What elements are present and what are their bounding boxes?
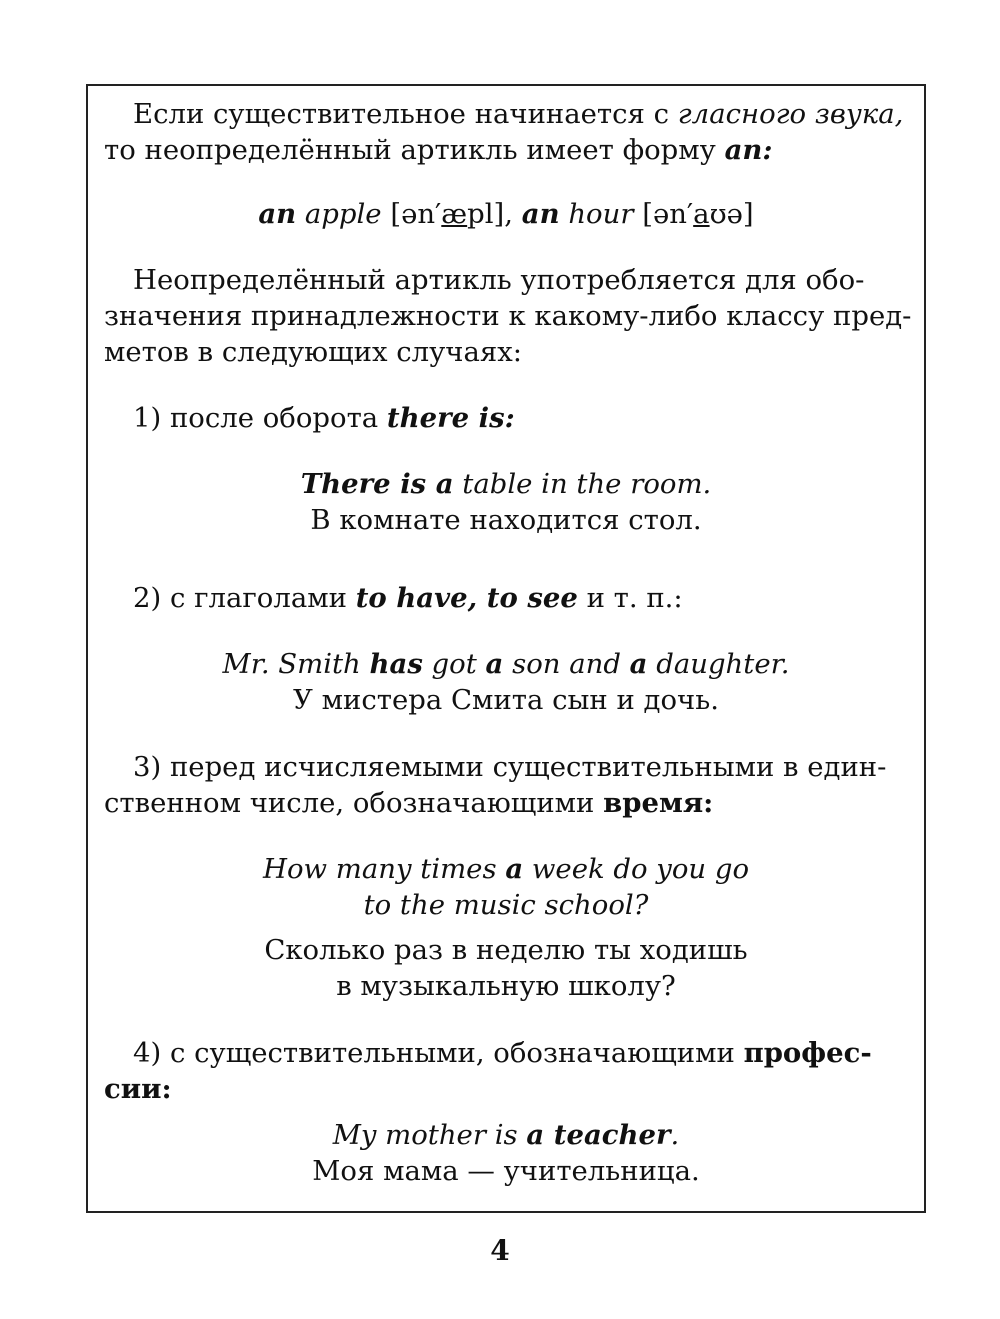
intro-line-2: то неопределённый артикль имеет форму an:	[104, 134, 773, 166]
case1-translation: В комнате находится стол.	[310, 504, 702, 536]
case4-line-1: 4) с существительными, обозначающими профес-	[133, 1037, 872, 1069]
intro-line-1: Если существительное начинается с гласного звука,	[133, 98, 904, 130]
usage-line-2: значения принадлежности к какому-либо классу пред-	[104, 300, 912, 332]
case2-heading: 2) с глаголами to have, to see и т. п.:	[133, 582, 683, 614]
page-number: 4	[490, 1234, 510, 1267]
case3-example-1: How many times a week do you go	[262, 853, 749, 885]
case3-translation-1: Сколько раз в неделю ты ходишь	[264, 934, 748, 966]
case2-example: Mr. Smith has got a son and a daughter.	[222, 648, 790, 680]
case1-heading: 1) после оборота there is:	[133, 402, 515, 434]
case2-translation: У мистера Смита сын и дочь.	[293, 684, 719, 716]
case3-line-2: ственном числе, обозначающими время:	[104, 787, 714, 819]
case4-example: My mother is a teacher.	[332, 1119, 680, 1151]
case3-translation-2: в музыкальную школу?	[336, 970, 676, 1002]
usage-line-1: Неопределённый артикль употребляется для обо-	[133, 264, 865, 296]
case1-example: There is a table in the room.	[300, 468, 712, 500]
case3-example-2: to the music school?	[363, 889, 649, 921]
case4-translation: Моя мама — учительница.	[312, 1155, 700, 1187]
case4-line-2: сии:	[104, 1073, 172, 1105]
case3-line-1: 3) перед исчисляемыми существительными в един-	[133, 751, 887, 783]
example-an: an apple [ən′æpl], an hour [ən′aʊə]	[258, 198, 754, 230]
usage-line-3: метов в следующих случаях:	[104, 336, 522, 368]
